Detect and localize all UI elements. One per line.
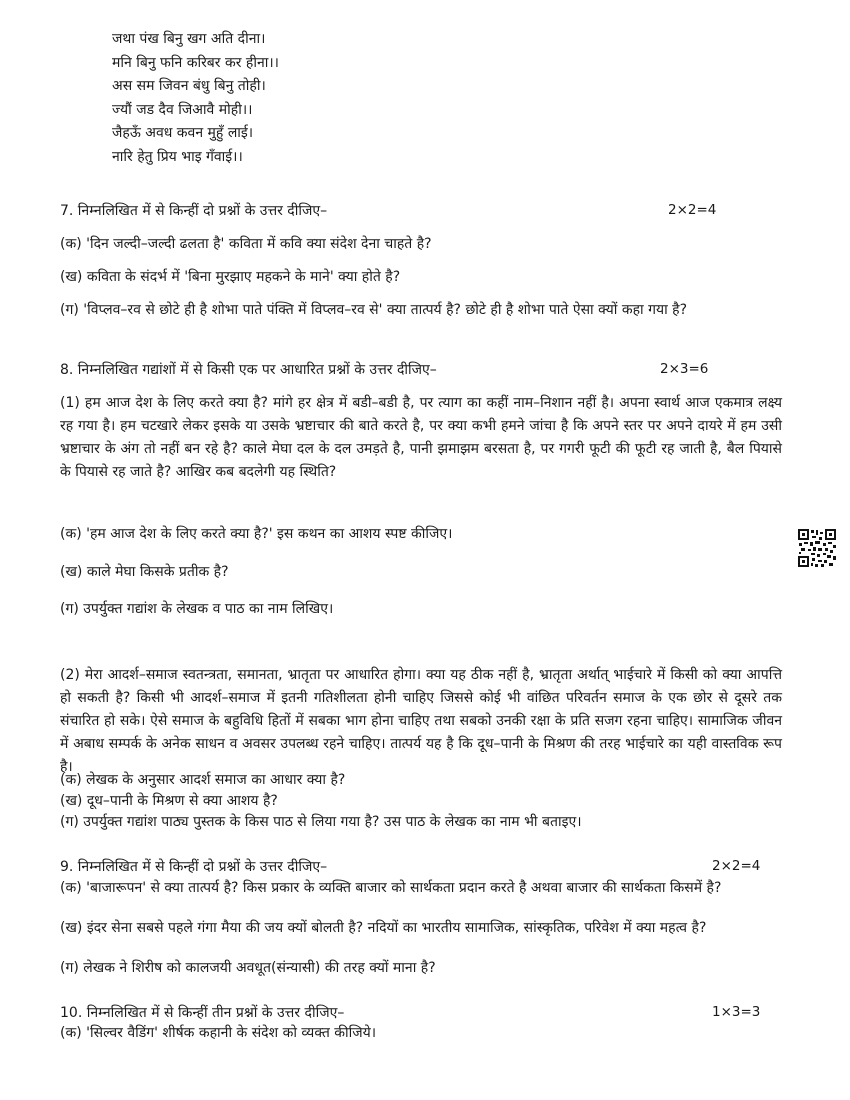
poem-line: जथा पंख बिनु खग अति दीना। bbox=[112, 31, 266, 47]
poem-line: जैहऊँ अवध कवन मुहुँ लाई। bbox=[112, 125, 254, 141]
poem-line: मनि बिनु फनि करिबर कर हीना।। bbox=[112, 54, 279, 71]
passage-2-item-c: (ग) उपर्युक्त गद्यांश पाठ्य पुस्तक के किस पाठ से लिया गया है? उस पाठ के लेखक का नाम भी बताइए। bbox=[60, 814, 582, 830]
question-10-marks: 1×3=3 bbox=[712, 1004, 761, 1020]
passage-1-item-a: (क) 'हम आज देश के लिए करते क्या है?' इस कथन का आशय स्पष्ट कीजिए। bbox=[60, 526, 453, 542]
question-9-item-b: (ख) इंदर सेना सबसे पहले गंगा मैया की जय क्यों बोलती है? नदियों का भारतीय सामाजिक, सांस्कृतिक, परिवेश में क्या महत्व है? bbox=[60, 920, 707, 936]
question-7-item-a: (क) 'दिन जल्दी–जल्दी ढलता है' कविता में कवि क्या संदेश देना चाहते है? bbox=[60, 236, 432, 252]
question-7-heading: 7. निम्नलिखित में से किन्हीं दो प्रश्नों के उत्तर दीजिए– bbox=[60, 203, 328, 219]
question-10-heading: 10. निम्नलिखित में से किन्हीं तीन प्रश्नों के उत्तर दीजिए– bbox=[60, 1005, 345, 1021]
question-7-item-b: (ख) कविता के संदर्भ में 'बिना मुरझाए महकने के माने' क्या होते है? bbox=[60, 269, 401, 285]
poem-line: अस सम जिवन बंधु बिनु तोही। bbox=[112, 78, 266, 94]
passage-1-item-b: (ख) काले मेघा किसके प्रतीक है? bbox=[60, 564, 229, 580]
qr-code-icon bbox=[797, 528, 837, 568]
question-9-item-c: (ग) लेखक ने शिरीष को कालजयी अवधूत(संन्यासी) की तरह क्यों माना है? bbox=[60, 960, 436, 976]
question-7-marks: 2×2=4 bbox=[668, 202, 717, 218]
passage-2-item-b: (ख) दूध–पानी के मिश्रण से क्या आशय है? bbox=[60, 793, 278, 809]
passage-1-item-c: (ग) उपर्युक्त गद्यांश के लेखक व पाठ का नाम लिखिए। bbox=[60, 601, 334, 617]
passage-1: (1) हम आज देश के लिए करते क्या है? मांगे हर क्षेत्र में बडी–बडी है, पर त्याग का कहीं नाम–निशान नहीं है। अपना स्वार्थ आज एकमात्र लक्ष्य रह गया है। हम चटखारे लेकर इसके या उसके भ्रष्टाचार की बाते करते है, पर क्या कभी हमने जांचा है कि अपने स्तर पर अपने दायरे में हम उसी भ्रष्टाचार के अंग तो नहीं बन रहे है? काले मेघा दल के दल उमड़ते है, पानी झमाझम बरसता है, पर गगरी फूटी की फूटी रह जाती है, बैल पियासे के पियासे रह जाते है? आखिर कब बदलेगी यह स्थिति? bbox=[60, 395, 782, 480]
question-9-item-a: (क) 'बाजारूपन' से क्या तात्पर्य है? किस प्रकार के व्यक्ति बाजार को सार्थकता प्रदान करते है अथवा बाजार की सार्थकता किसमें है? bbox=[60, 880, 722, 896]
poem-line: ज्यौं जड दैव जिआवै मोही।। bbox=[112, 101, 253, 118]
question-9-marks: 2×2=4 bbox=[712, 858, 761, 874]
question-8-marks: 2×3=6 bbox=[660, 361, 709, 377]
passage-2: (2) मेरा आदर्श–समाज स्वतन्त्रता, समानता, भ्रातृता पर आधारित होगा। क्या यह ठीक नहीं है, भ्रातृता अर्थात् भाईचारे में किसी को क्या आपत्ति हो सकती है? किसी भी आदर्श–समाज में इतनी गतिशीलता होनी चाहिए जिससे कोई भी वांछित परिवर्तन समाज के एक छोर से दूसरे तक संचारित हो सके। ऐसे समाज के बहुविधि हितों में सबका भाग होना चाहिए तथा सबको उनकी रक्षा के प्रति सजग रहना चाहिए। सामाजिक जीवन में अबाध सम्पर्क के अनेक साधन व अवसर उपलब्ध रहने चाहिए। तात्पर्य यह है कि दूध–पानी के मिश्रण की तरह भाईचारे का यही वास्तविक रूप है। bbox=[60, 667, 782, 775]
question-10-item-a: (क) 'सिल्वर वैडिंग' शीर्षक कहानी के संदेश को व्यक्त कीजिये। bbox=[60, 1025, 377, 1041]
question-7-item-c: (ग) 'विप्लव–रव से छोटे ही है शोभा पाते पंक्ति में विप्लव–रव से' क्या तात्पर्य है? छोटे ही है शोभा पाते ऐसा क्यों कहा गया है? bbox=[60, 302, 688, 318]
question-8-heading: 8. निम्नलिखित गद्यांशों में से किसी एक पर आधारित प्रश्नों के उत्तर दीजिए– bbox=[60, 362, 437, 378]
poem-line: नारि हेतु प्रिय भाइ गँवाई।। bbox=[112, 148, 243, 165]
passage-2-item-a: (क) लेखक के अनुसार आदर्श समाज का आधार क्या है? bbox=[60, 772, 346, 788]
question-9-heading: 9. निम्नलिखित में से किन्हीं दो प्रश्नों के उत्तर दीजिए– bbox=[60, 859, 328, 875]
poem-block bbox=[112, 28, 279, 169]
